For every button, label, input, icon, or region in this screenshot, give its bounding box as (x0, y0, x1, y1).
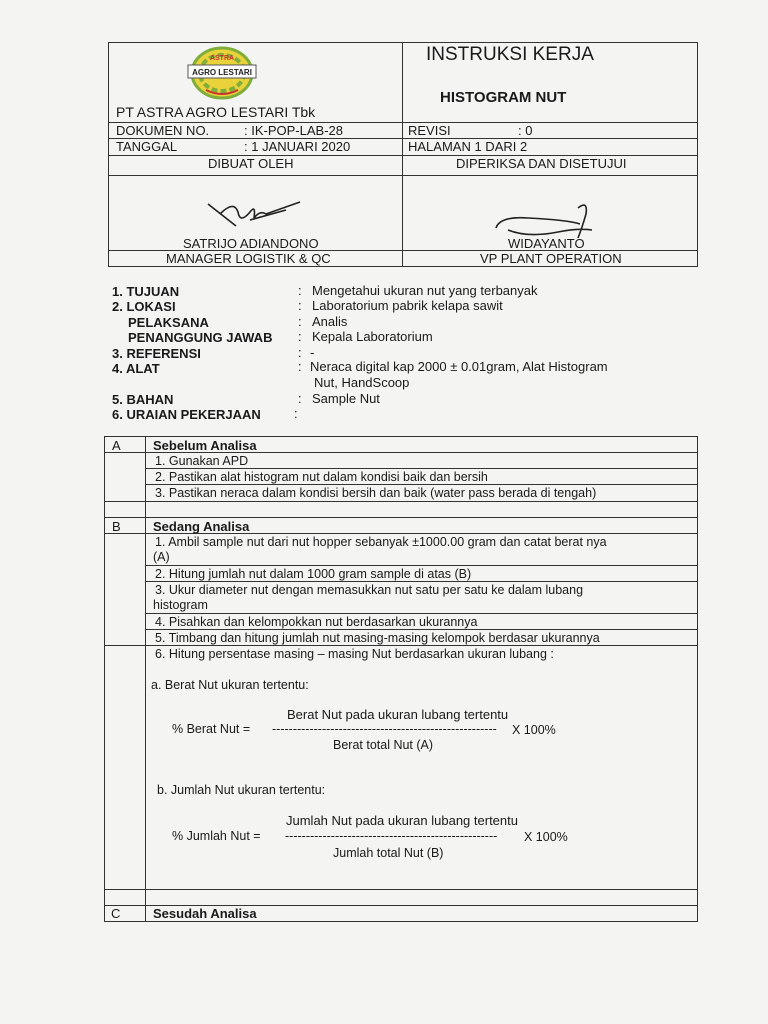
list-item: 3. Pastikan neraca dalam kondisi bersih dan baik (water pass berada di tengah) (155, 486, 597, 500)
approver-title: VP PLANT OPERATION (480, 251, 622, 266)
list-item: 5. Timbang dan hitung jumlah nut masing-masing kelompok berdasar ukurannya (155, 631, 600, 645)
info-label: PENANGGUNG JAWAB (128, 330, 273, 345)
dokumen-value: : IK-POP-LAB-28 (244, 123, 343, 138)
halaman: HALAMAN 1 DARI 2 (408, 139, 528, 154)
section-a-letter: A (112, 438, 121, 453)
company-name: PT ASTRA AGRO LESTARI Tbk (116, 104, 316, 120)
info-value: Analis (312, 314, 348, 329)
formula-a-denominator: Berat total Nut (A) (333, 738, 434, 752)
info-sep: : (298, 329, 302, 344)
formula-b-dashes: --------------------------------------------------- (285, 829, 498, 843)
info-sep: : (298, 298, 302, 313)
info-label: 3. REFERENSI (112, 346, 201, 361)
revisi-value: : 0 (518, 123, 533, 138)
maker-signature (190, 190, 310, 240)
formula-b-left: % Jumlah Nut = (172, 829, 261, 843)
list-item: 4. Pisahkan dan kelompokkan nut berdasarkan ukurannya (155, 615, 478, 629)
info-label: 1. TUJUAN (112, 284, 180, 299)
info-sep: : (298, 314, 302, 329)
info-sep: : (298, 345, 302, 360)
info-label: PELAKSANA (128, 315, 209, 330)
list-item: 2. Hitung jumlah nut dalam 1000 gram sample di atas (B) (155, 567, 472, 581)
info-sep: : (298, 283, 302, 298)
formula-a-left: % Berat Nut = (172, 722, 251, 736)
list-item: 1. Ambil sample nut dari nut hopper sebanyak ±1000.00 gram dan catat berat nya (155, 535, 607, 549)
tanggal-value: : 1 JANUARI 2020 (244, 139, 351, 154)
diperiksa-label: DIPERIKSA DAN DISETUJUI (456, 156, 627, 171)
info-value: Mengetahui ukuran nut yang terbanyak (312, 283, 538, 298)
dibuat-oleh: DIBUAT OLEH (208, 156, 294, 171)
info-label: 2. LOKASI (112, 299, 176, 314)
formula-b-right: X 100% (524, 830, 568, 844)
logo-text-bottom: AGRO LESTARI (192, 68, 252, 77)
info-label: 6. URAIAN PEKERJAAN (112, 407, 261, 422)
list-item: 3. Ukur diameter nut dengan memasukkan nut satu per satu ke dalam lubang (155, 583, 584, 597)
section-b-title: Sedang Analisa (153, 519, 250, 534)
section-c-letter: C (111, 906, 121, 921)
formula-b-title: b. Jumlah Nut ukuran tertentu: (157, 783, 326, 797)
list-item-cont: (A) (153, 550, 170, 564)
info-value-cont: Nut, HandScoop (314, 375, 410, 390)
section-b-letter: B (112, 519, 121, 534)
info-sep: : (294, 406, 298, 421)
info-sep: : (298, 391, 302, 406)
info-value: Sample Nut (312, 391, 380, 406)
list-item: 6. Hitung persentase masing – masing Nut berdasarkan ukuran lubang : (155, 647, 554, 661)
formula-a-numerator: Berat Nut pada ukuran lubang tertentu (287, 707, 509, 722)
info-value: Laboratorium pabrik kelapa sawit (312, 298, 503, 313)
formula-a-title: a. Berat Nut ukuran tertentu: (151, 678, 309, 692)
list-item: 1. Gunakan APD (155, 454, 249, 468)
approver-name: WIDAYANTO (508, 236, 585, 251)
info-value: Neraca digital kap 2000 ± 0.01gram, Alat Histogram (310, 359, 608, 374)
company-logo (186, 46, 258, 100)
info-value: Kepala Laboratorium (312, 329, 433, 344)
section-a-title: Sebelum Analisa (153, 438, 257, 453)
formula-a-dashes: ------------------------------------------------------ (272, 722, 497, 736)
formula-a-right: X 100% (512, 723, 556, 737)
revisi-label: REVISI (408, 123, 451, 138)
info-value: - (310, 345, 315, 360)
info-label: 4. ALAT (112, 361, 160, 376)
dokumen-label: DOKUMEN NO. (116, 123, 210, 138)
list-item: 2. Pastikan alat histogram nut dalam kondisi baik dan bersih (155, 470, 488, 484)
section-c-title: Sesudah Analisa (153, 906, 257, 921)
tanggal-label: TANGGAL (116, 139, 178, 154)
logo-text-top: ASTRA (209, 55, 235, 62)
maker-title: MANAGER LOGISTIK & QC (166, 251, 331, 266)
info-label: 5. BAHAN (112, 392, 174, 407)
maker-name: SATRIJO ADIANDONO (183, 236, 319, 251)
list-item-cont: histogram (153, 598, 208, 612)
doc-type: INSTRUKSI KERJA (426, 44, 594, 65)
info-sep: : (298, 359, 302, 374)
formula-b-numerator: Jumlah Nut pada ukuran lubang tertentu (286, 813, 518, 828)
doc-title: HISTOGRAM NUT (440, 89, 567, 106)
formula-b-denominator: Jumlah total Nut (B) (333, 846, 444, 860)
